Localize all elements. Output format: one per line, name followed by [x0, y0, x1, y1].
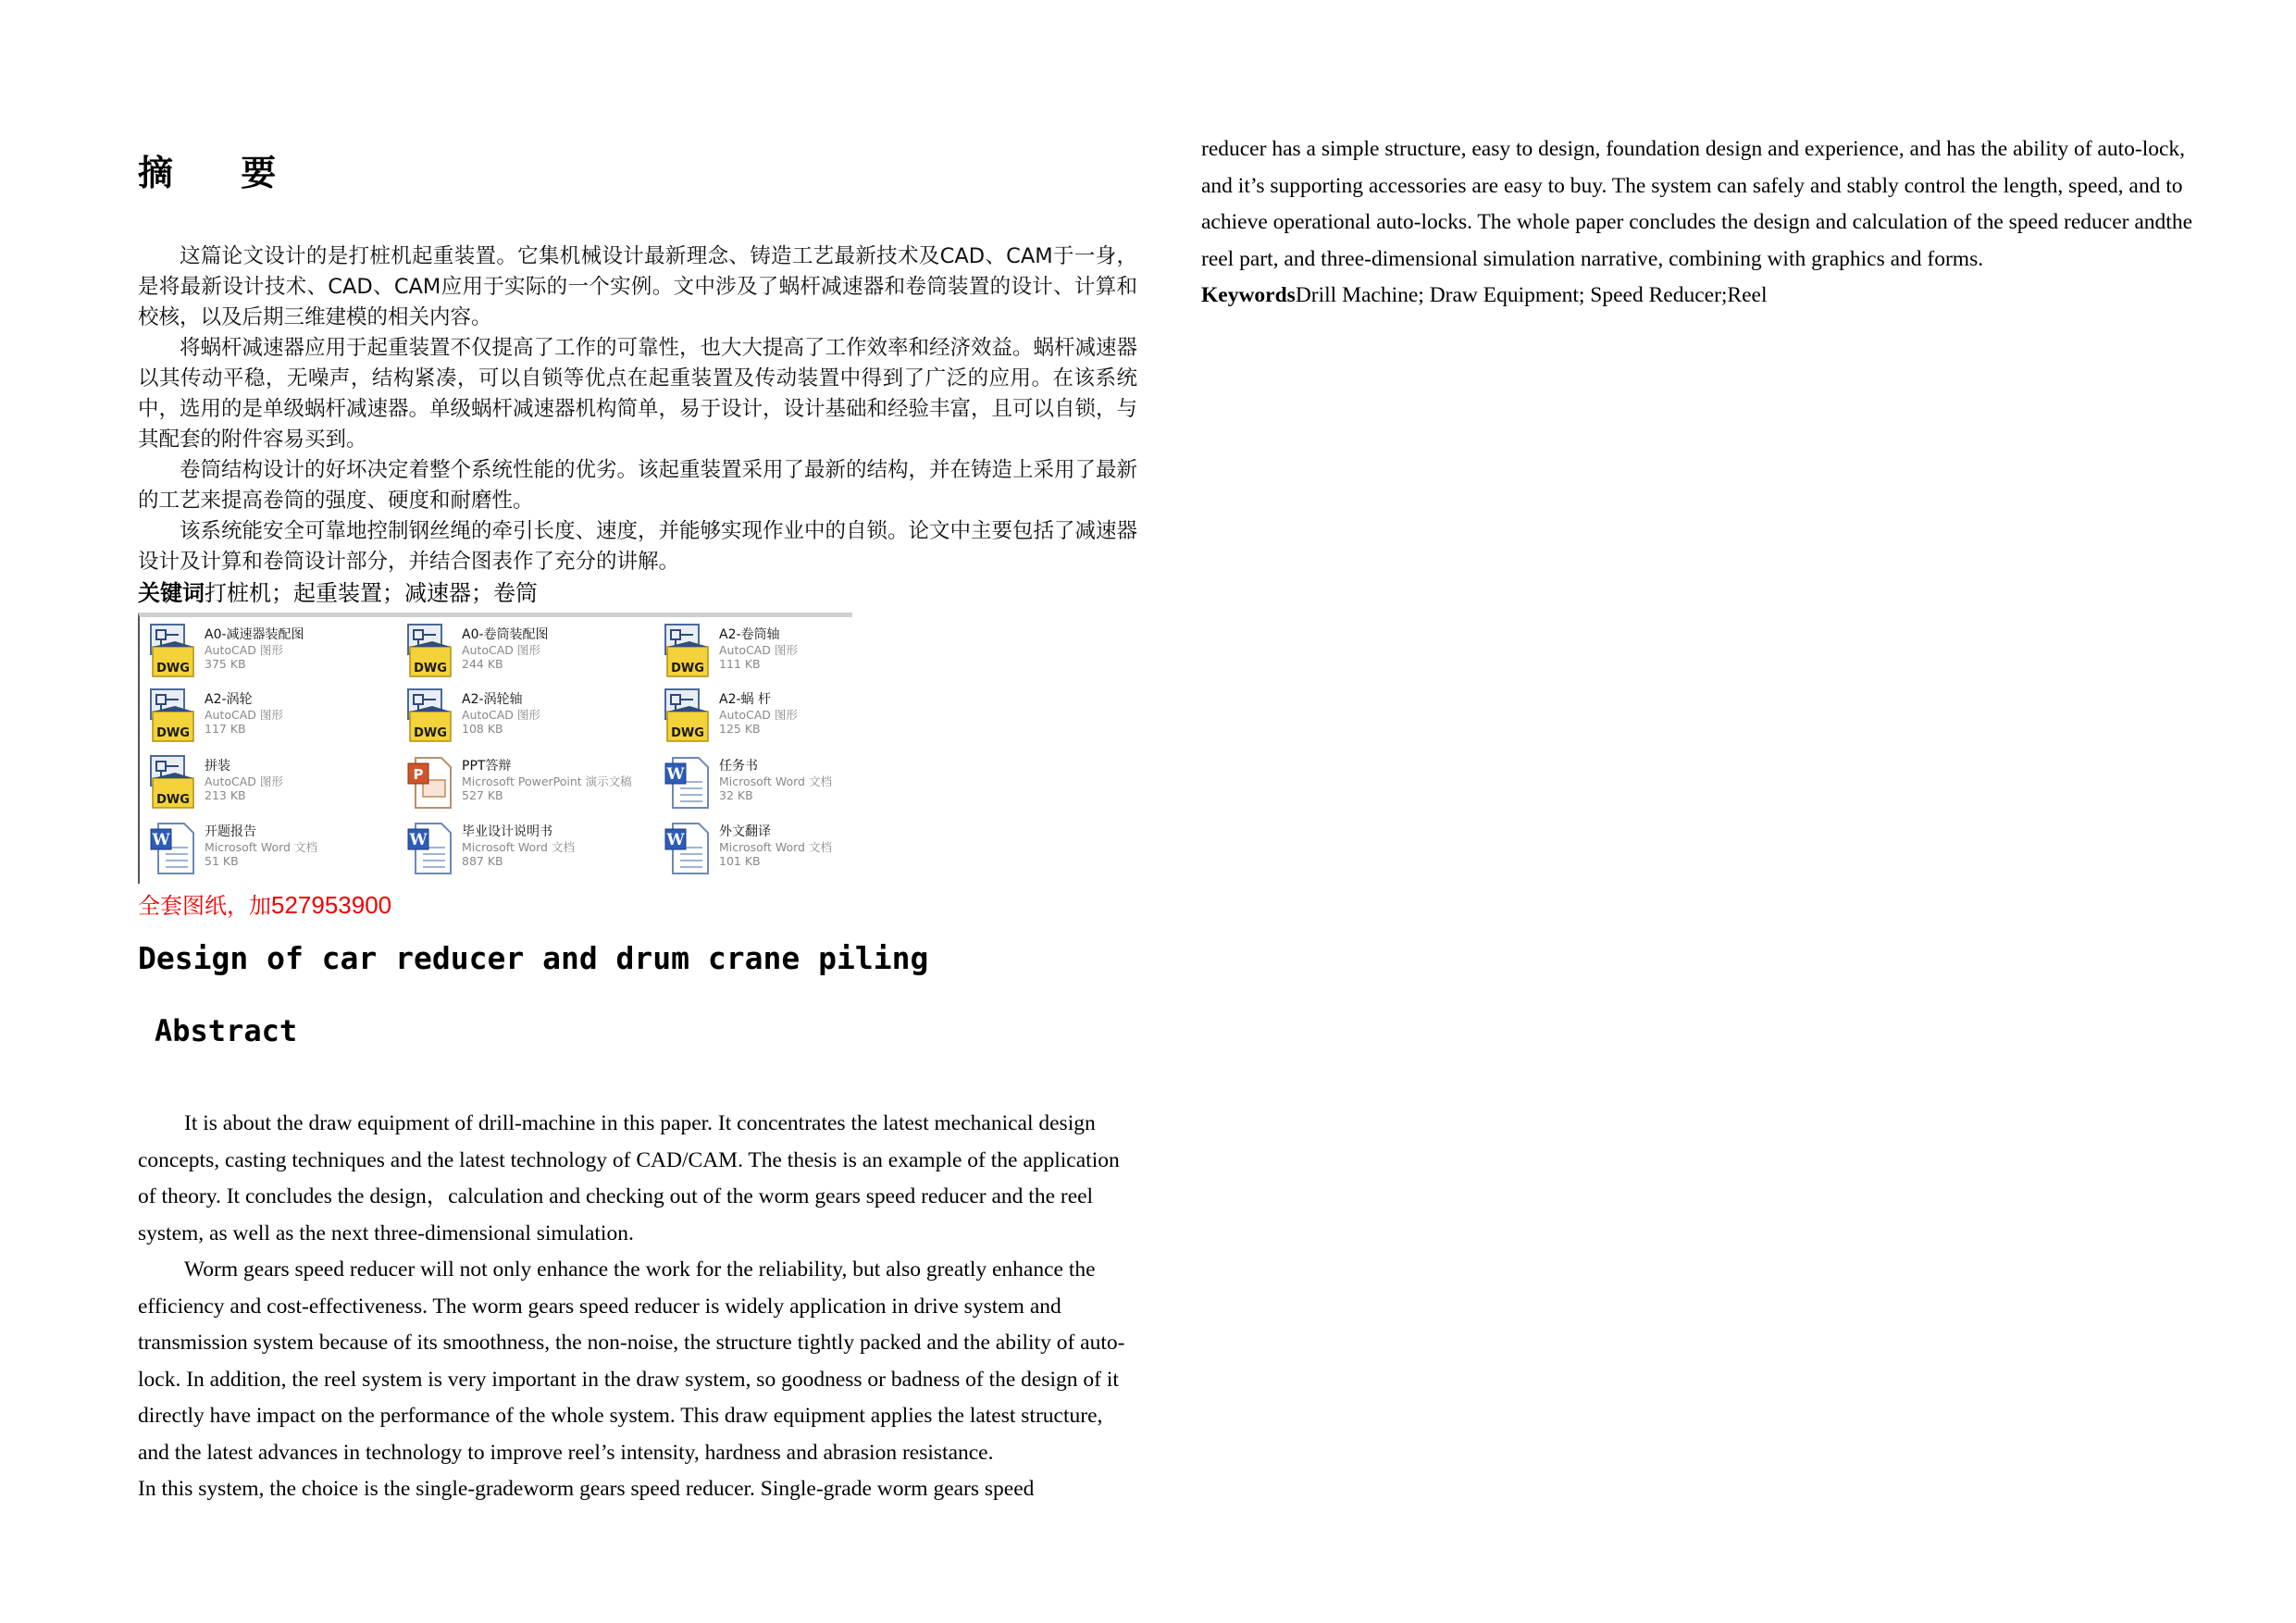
file-item[interactable] [654, 750, 904, 815]
file-name: A2-蜗 杆 [719, 692, 771, 707]
svg-text:DWG: DWG [414, 662, 447, 675]
file-type: Microsoft Word 文档 [205, 840, 317, 854]
file-item[interactable] [397, 750, 647, 815]
file-size: 117 KB [205, 722, 246, 736]
file-size: 101 KB [719, 854, 761, 868]
file-size: 108 KB [462, 722, 503, 736]
file-item[interactable] [140, 750, 390, 815]
file-type: AutoCAD 图形 [719, 643, 798, 657]
word-file-icon [147, 820, 197, 875]
dwg-file-icon [147, 754, 197, 810]
chinese-paragraph-3: 卷筒结构设计的好坏决定着整个系统性能的优劣。该起重装置采用了最新的结构，并在铸造上采用了最新的工艺来提高卷筒的强度、硬度和耐磨性。 [138, 458, 1138, 513]
file-type: AutoCAD 图形 [205, 774, 283, 788]
english-paragraph-4: reducer has a simple structure, easy to design, foundation design and experience, and has the ability of auto-lock, and it’s supporting accessories are easy to buy. The system can safely and stably control the length, speed, and to achieve operational auto-locks. The whole paper concludes the design and calculation of the speed reducer andthe reel part, and three-dimensional simulation narrative, combining with graphics and forms. [1201, 137, 2192, 271]
right-column [1201, 131, 2201, 315]
ppt-file-icon [404, 754, 454, 810]
file-type: AutoCAD 图形 [205, 708, 283, 722]
word-file-icon [404, 820, 454, 875]
svg-text:DWG: DWG [156, 793, 190, 807]
file-size: 887 KB [462, 854, 503, 868]
dwg-file-icon [662, 623, 712, 678]
file-item[interactable] [397, 619, 647, 684]
file-size: 527 KB [462, 788, 503, 802]
dwg-file-icon [147, 688, 197, 743]
file-type: AutoCAD 图形 [462, 643, 540, 657]
chinese-keywords-value: 打桩机；起重装置；减速器；卷筒 [205, 580, 538, 606]
english-keywords-value: Drill Machine; Draw Equipment; Speed Reducer;Reel [1295, 283, 1768, 307]
file-item[interactable] [140, 816, 390, 881]
file-name: A2-涡轮 [205, 692, 253, 707]
svg-text:DWG: DWG [671, 726, 704, 740]
file-item[interactable] [654, 684, 904, 749]
file-type: Microsoft Word 文档 [719, 774, 832, 788]
file-name: 拼装 [205, 759, 230, 774]
svg-text:DWG: DWG [414, 726, 447, 740]
dwg-file-icon [404, 688, 454, 743]
svg-text:DWG: DWG [156, 662, 190, 675]
file-type: AutoCAD 图形 [719, 708, 798, 722]
english-abstract-heading: Abstract [155, 1013, 298, 1048]
chinese-keywords [138, 577, 1137, 609]
contact-prefix: 全套图纸，加 [138, 893, 271, 919]
chinese-abstract-title: 摘 要 [138, 153, 304, 193]
file-name: 外文翻译 [719, 824, 771, 839]
chinese-paragraph-2: 将蜗杆减速器应用于起重装置不仅提高了工作的可靠性，也大大提高了工作效率和经济效益。蜗杆减速器以其传动平稳，无噪声，结构紧凑，可以自锁等优点在起重装置及传动装置中得到了广泛的应用。在该系统中，选用的是单级蜗杆减速器。单级蜗杆减速器机构简单，易于设计，设计基础和经验丰富，且可以自锁，与其配套的附件容易买到。 [138, 336, 1138, 452]
svg-text:W: W [666, 831, 685, 849]
file-type: AutoCAD 图形 [205, 643, 283, 657]
file-size: 111 KB [719, 657, 761, 671]
file-type: Microsoft PowerPoint 演示文稿 [462, 774, 632, 788]
dwg-file-icon [404, 623, 454, 678]
english-paragraph-3: In this system, the choice is the single-gradeworm gears speed reducer. Single-grade worm gears speed [138, 1477, 1035, 1501]
chinese-keywords-label: 关键词 [138, 580, 205, 606]
file-type: Microsoft Word 文档 [719, 840, 832, 854]
svg-text:W: W [152, 831, 170, 849]
file-item[interactable] [140, 619, 390, 684]
file-type: Microsoft Word 文档 [462, 840, 575, 854]
english-paragraph-1: It is about the draw equipment of drill-machine in this paper. It concentrates the latest mechanical design concepts, casting techniques and the latest technology of CAD/CAM. The thesis is an example of the application of theory. It concludes the design，calculation and checking out of the worm gears speed reducer and the reel system, as well as the next three-dimensional simulation. [138, 1111, 1120, 1245]
file-name: 开题报告 [205, 824, 256, 839]
file-name: PPT答辩 [462, 759, 512, 774]
svg-text:DWG: DWG [671, 662, 704, 675]
svg-text:W: W [666, 765, 685, 784]
file-name: 毕业设计说明书 [462, 824, 552, 839]
file-name: A2-卷筒轴 [719, 627, 780, 642]
file-size: 32 KB [719, 788, 753, 802]
dwg-file-icon [662, 688, 712, 743]
english-paragraph-2: Worm gears speed reducer will not only enhance the work for the reliability, but also greatly enhance the efficiency and cost-effectiveness. The worm gears speed reducer is widely application in drive system and transmission system because of its smoothness, the non-noise, the structure tightly packed and the ability of auto-lock. In addition, the reel system is very important in the draw system, so goodness or badness of the design of it directly have impact on the performance of the whole system. This draw equipment applies the latest structure, and the latest advances in technology to improve reel’s intensity, hardness and abrasion resistance. [138, 1258, 1125, 1465]
dwg-file-icon [147, 623, 197, 678]
svg-text:P: P [413, 766, 424, 783]
english-title: Design of car reducer and drum crane piling [138, 940, 929, 976]
contact-number: 527953900 [271, 891, 392, 919]
file-list-screenshot [138, 613, 852, 884]
svg-text:DWG: DWG [156, 726, 190, 740]
word-file-icon [662, 820, 712, 875]
file-name: A0-减速器装配图 [205, 627, 304, 642]
file-item[interactable] [140, 684, 390, 749]
left-column [138, 130, 1137, 1508]
chinese-paragraph-4: 该系统能安全可靠地控制钢丝绳的牵引长度、速度，并能够实现作业中的自锁。论文中主要包括了减速器设计及计算和卷筒设计部分，并结合图表作了充分的讲解。 [138, 519, 1138, 574]
file-item[interactable] [654, 816, 904, 881]
file-size: 244 KB [462, 657, 503, 671]
file-type: AutoCAD 图形 [462, 708, 540, 722]
english-keywords-label: Keywords [1201, 283, 1296, 307]
word-file-icon [662, 754, 712, 810]
file-size: 213 KB [205, 788, 246, 802]
file-name: A2-涡轮轴 [462, 692, 523, 707]
svg-text:W: W [409, 831, 428, 849]
file-size: 51 KB [205, 854, 239, 868]
file-name: A0-卷筒装配图 [462, 627, 549, 642]
english-abstract-body [138, 1106, 1137, 1508]
file-item[interactable] [397, 816, 647, 881]
file-size: 375 KB [205, 657, 246, 671]
contact-line [138, 887, 1137, 920]
file-item[interactable] [397, 684, 647, 749]
file-name: 任务书 [719, 759, 758, 774]
file-size: 125 KB [719, 722, 761, 736]
file-item[interactable] [654, 619, 904, 684]
english-keywords [1201, 278, 2201, 315]
chinese-paragraph-1: 这篇论文设计的是打桩机起重装置。它集机械设计最新理念、铸造工艺最新技术及CAD、CAM于一身，是将最新设计技术、CAD、CAM应用于实际的一个实例。文中涉及了蜗杆减速器和卷筒装置的设计、计算和校核，以及后期三维建模的相关内容。 [138, 244, 1137, 329]
